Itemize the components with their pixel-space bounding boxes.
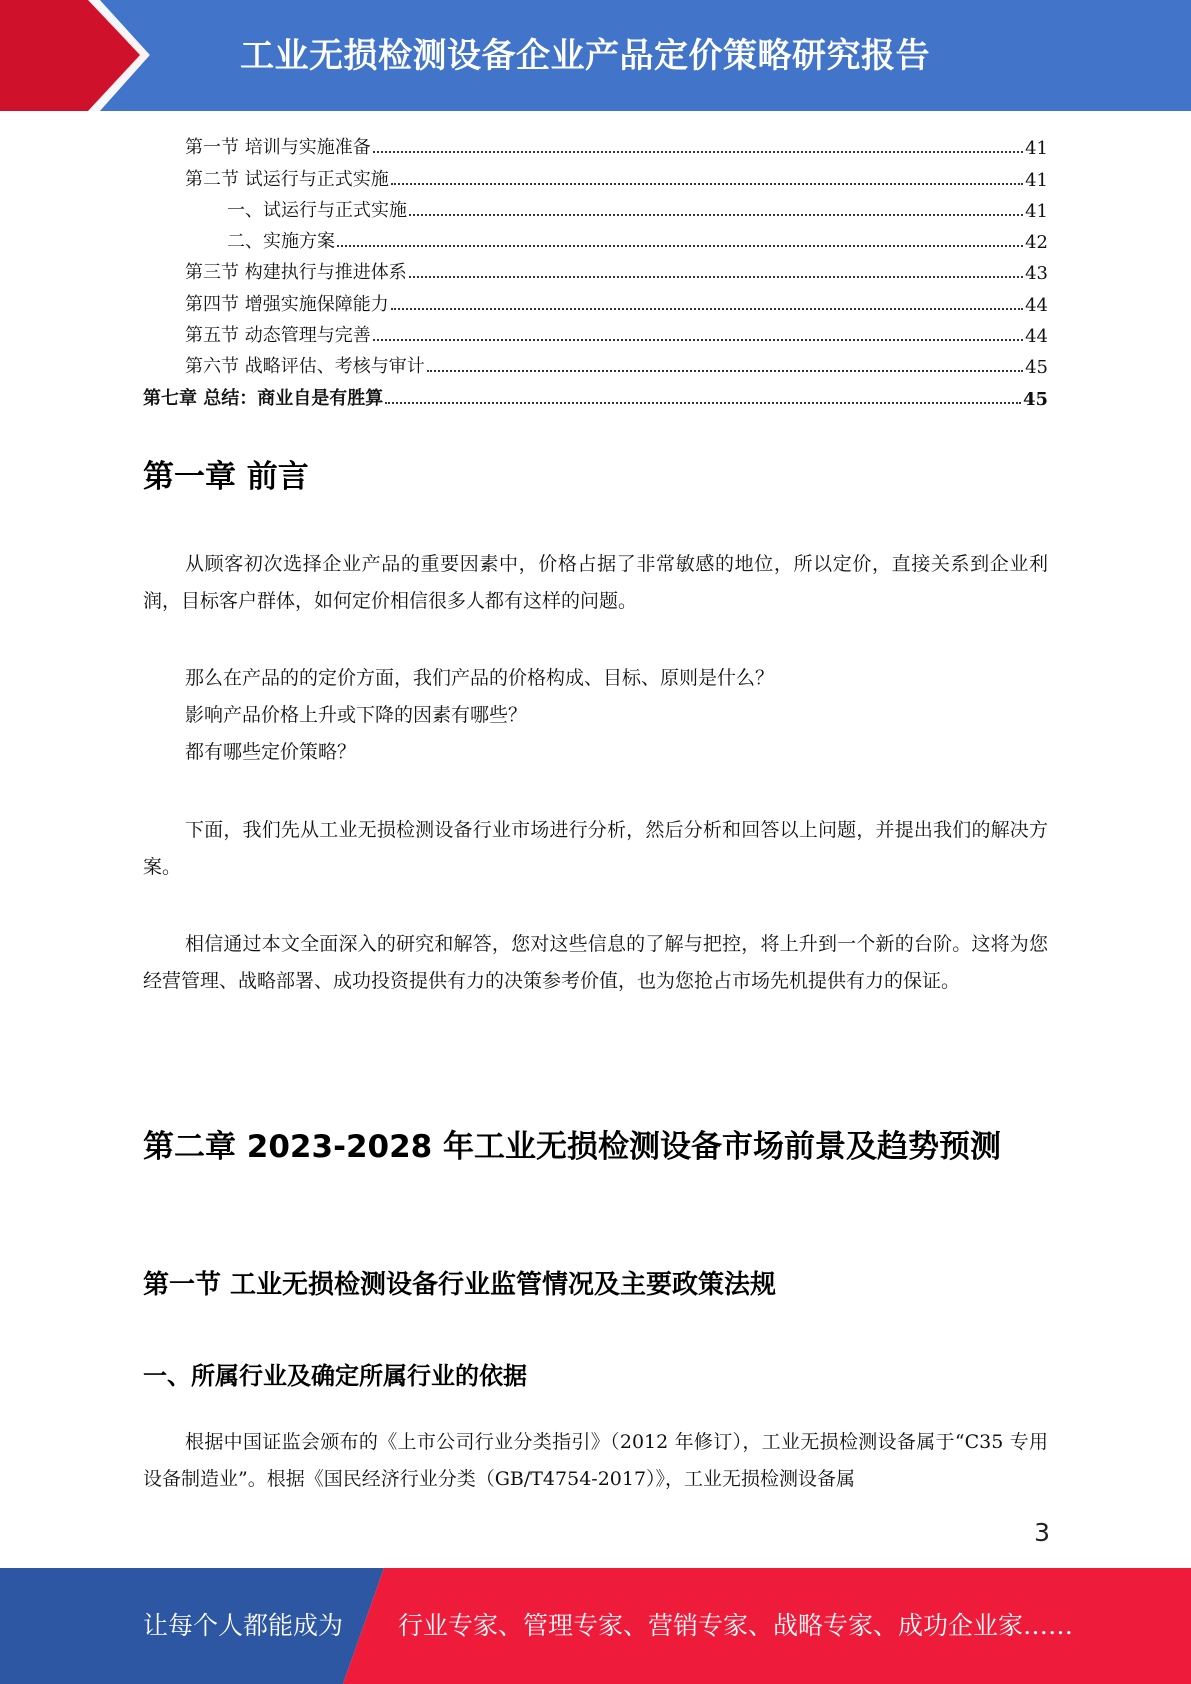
- toc-entry-page: 43: [1025, 263, 1048, 285]
- toc-dot-leader: [385, 402, 1021, 404]
- toc-dot-leader: [337, 245, 1023, 247]
- toc-entry-page: 42: [1025, 232, 1048, 254]
- toc-entry-title: 第七章 总结：商业自是有胜算: [143, 387, 384, 409]
- toc-entry[interactable]: [143, 378, 1048, 409]
- toc-entry-title: 第二节 试运行与正式实施: [185, 168, 389, 190]
- toc-entry-title: 一、试运行与正式实施: [227, 199, 407, 221]
- toc-entry-title: 第六节 战略评估、考核与审计: [185, 356, 425, 378]
- toc-entry-page: 44: [1025, 326, 1048, 348]
- footer-slogan-left: 让每个人都能成为: [143, 1611, 344, 1640]
- toc-entry[interactable]: [143, 316, 1048, 347]
- chapter1-paragraph-3: 相信通过本文全面深入的研究和解答，您对这些信息的了解与把控，将上升到一个新的台阶。这将为您经营管理、战略部署、成功投资提供有力的决策参考价值，也为您抢占市场先机提供有力的保证。: [143, 933, 1048, 992]
- toc-entry[interactable]: [143, 191, 1048, 222]
- report-title: 工业无损检测设备企业产品定价策略研究报告: [240, 36, 930, 76]
- chapter1-heading: 第一章 前言: [143, 459, 309, 495]
- chapter2-heading: 第二章 2023-2028 年工业无损检测设备市场前景及趋势预测: [143, 1129, 1002, 1165]
- table-of-contents: [143, 128, 1048, 410]
- toc-dot-leader: [409, 214, 1023, 216]
- toc-entry-title: 第五节 动态管理与完善: [185, 325, 371, 347]
- header-banner: [0, 0, 1191, 111]
- footer-slogan-right: 行业专家、管理专家、营销专家、战略专家、成功企业家……: [398, 1611, 1074, 1640]
- toc-entry[interactable]: [143, 347, 1048, 378]
- chapter2-paragraph-1: 根据中国证监会颁布的《上市公司行业分类指引》（2012 年修订），工业无损检测设备属于“C35 专用设备制造业”。根据《国民经济行业分类（GB/T4754-2017）》，工业无损检测设备属: [143, 1431, 1048, 1490]
- toc-entry-page: 45: [1022, 388, 1048, 410]
- toc-entry-title: 第四节 增强实施保障能力: [185, 293, 389, 315]
- toc-entry[interactable]: [143, 253, 1048, 284]
- toc-entry-title: 二、实施方案: [227, 231, 335, 253]
- page-number: 3: [1034, 1518, 1050, 1547]
- chapter2-subsection1-heading: 一、所属行业及确定所属行业的依据: [143, 1362, 527, 1390]
- toc-entry[interactable]: [143, 128, 1048, 159]
- toc-entry-page: 45: [1025, 357, 1048, 379]
- toc-dot-leader: [409, 276, 1023, 278]
- chapter1-question-1: 那么在产品的的定价方面，我们产品的价格构成、目标、原则是什么？: [185, 667, 775, 689]
- chapter1-question-2: 影响产品价格上升或下降的因素有哪些？: [185, 704, 528, 726]
- toc-dot-leader: [391, 183, 1023, 185]
- toc-entry[interactable]: [143, 159, 1048, 190]
- toc-entry[interactable]: [143, 284, 1048, 315]
- toc-entry[interactable]: [143, 222, 1048, 253]
- toc-entry-page: 41: [1025, 200, 1048, 222]
- footer-banner: [0, 1568, 1191, 1684]
- toc-entry-page: 41: [1025, 169, 1048, 191]
- toc-entry-title: 第三节 构建执行与推进体系: [185, 262, 407, 284]
- toc-dot-leader: [373, 151, 1023, 153]
- toc-entry-title: 第一节 培训与实施准备: [185, 137, 371, 159]
- toc-entry-page: 44: [1025, 294, 1048, 316]
- toc-entry-page: 41: [1025, 138, 1048, 160]
- toc-dot-leader: [391, 308, 1023, 310]
- toc-dot-leader: [427, 370, 1023, 372]
- chapter1-question-3: 都有哪些定价策略？: [185, 741, 357, 763]
- chapter1-paragraph-2: 下面，我们先从工业无损检测设备行业市场进行分析，然后分析和回答以上问题，并提出我们的解决方案。: [143, 819, 1048, 878]
- toc-dot-leader: [373, 339, 1023, 341]
- chapter1-paragraph-1: 从顾客初次选择企业产品的重要因素中，价格占据了非常敏感的地位，所以定价，直接关系到企业利润，目标客户群体，如何定价相信很多人都有这样的问题。: [143, 553, 1048, 612]
- chapter2-section1-heading: 第一节 工业无损检测设备行业监管情况及主要政策法规: [143, 1270, 777, 1300]
